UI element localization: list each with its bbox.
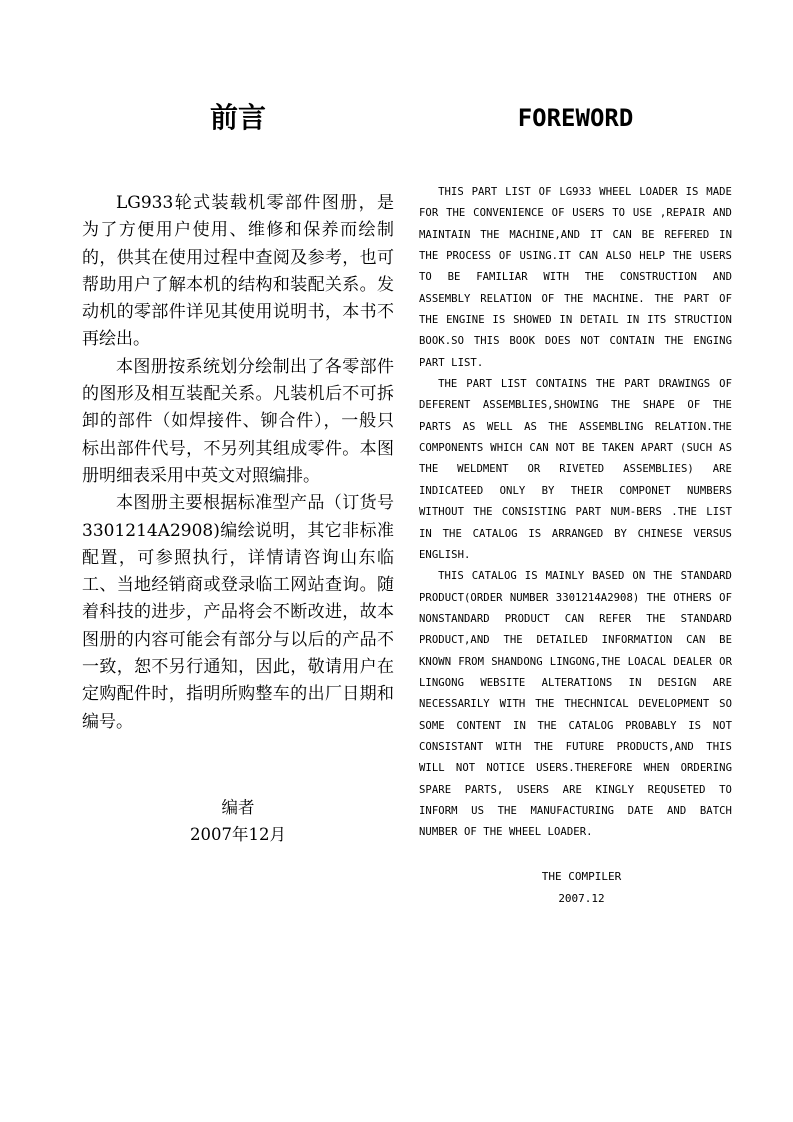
chinese-column <box>82 98 394 848</box>
chinese-signature-block <box>82 794 394 848</box>
chinese-paragraph-1: LG933轮式装载机零部件图册，是为了方便用户使用、维修和保养而绘制的，供其在使用过程中查阅及参考，也可帮助用户了解本机的结构和装配关系。发动机的零部件详见其使用说明书，本书不再绘出。 <box>82 193 394 350</box>
english-column <box>419 98 732 910</box>
english-signature: THE COMPILER <box>541 869 622 883</box>
english-title: FOREWORD <box>517 104 634 132</box>
chinese-title: 前言 <box>209 101 266 134</box>
english-paragraph-3: THIS CATALOG IS MAINLY BASED ON THE STANDARD PRODUCT(ORDER NUMBER 3301214A2908) THE OTHERS OF NONSTANDARD PRODUCT CAN REFER THE STANDARD PRODUCT,AND THE DETAILED INFORMATION CAN BE KNOWN FROM SHANDONG LINGONG,THE LOACAL DEALER OR LINGONG WEBSITE ALTERATIONS IN DESIGN ARE NECESSARILY WITH THE THECHNICAL DEVELOPMENT SO SOME CONTENT IN THE CATALOG PROBABLY IS NOT CONSISTANT WITH THE FUTURE PRODUCTS,AND THIS WILL NOT NOTICE USERS.THEREFORE WHEN ORDERING SPARE PARTS, USERS ARE KINGLY REQUSETED TO INFORM US THE MANUFACTURING DATE AND BATCH NUMBER OF THE WHEEL LOADER. <box>419 570 732 839</box>
english-body <box>419 182 732 844</box>
english-paragraph-1: THIS PART LIST OF LG933 WHEEL LOADER IS MADE FOR THE CONVENIENCE OF USERS TO USE ,REPAIR AND MAINTAIN THE MACHINE,AND IT CAN BE REFERED IN THE PROCESS OF USING.IT CAN ALSO HELP THE USERS TO BE FAMILIAR WITH THE CONSTRUCTION AND ASSEMBLY RELATION OF THE MACHINE. THE PART OF THE ENGINE IS SHOWED IN DETAIL IN ITS STRUCTION BOOK.SO THIS BOOK DOES NOT CONTAIN THE ENGING PART LIST. <box>419 186 732 369</box>
chinese-paragraph-2: 本图册按系统划分绘制出了各零部件的图形及相互装配关系。凡装机后不可拆卸的部件（如焊接件、铆合件），一般只标出部件代号，不另列其组成零件。本图册明细表采用中英文对照编排。 <box>82 356 394 486</box>
english-date: 2007.12 <box>558 891 605 905</box>
english-signature-block <box>419 866 732 910</box>
chinese-paragraph-3: 本图册主要根据标准型产品（订货号3301214A2908)编绘说明，其它非标准配置，可参照执行，详情请咨询山东临工、当地经销商或登录临工网站查询。随着科技的进步，产品将会不断改进，故本图册的内容可能会有部分与以后的产品不一致，恕不另行通知，因此，敬请用户在定购配件时，指明所购整车的出厂日期和编号。 <box>82 493 394 732</box>
chinese-body <box>82 190 394 736</box>
chinese-signature: 编者 <box>221 797 255 817</box>
english-paragraph-2: THE PART LIST CONTAINS THE PART DRAWINGS OF DEFERENT ASSEMBLIES,SHOWING THE SHAPE OF THE PARTS AS WELL AS THE ASSEMBLING RELATION.THE COMPONENTS WHICH CAN NOT BE TAKEN APART (SUCH AS THE WELDMENT OR RIVETED ASSEMBLIES) ARE INDICATEED ONLY BY THEIR COMPONET NUMBERS WITHOUT THE CONSISTING PART NUM-BERS .THE LIST IN THE CATALOG IS ARRANGED BY CHINESE VERSUS ENGLISH. <box>419 378 732 561</box>
chinese-date: 2007年12月 <box>190 824 286 844</box>
